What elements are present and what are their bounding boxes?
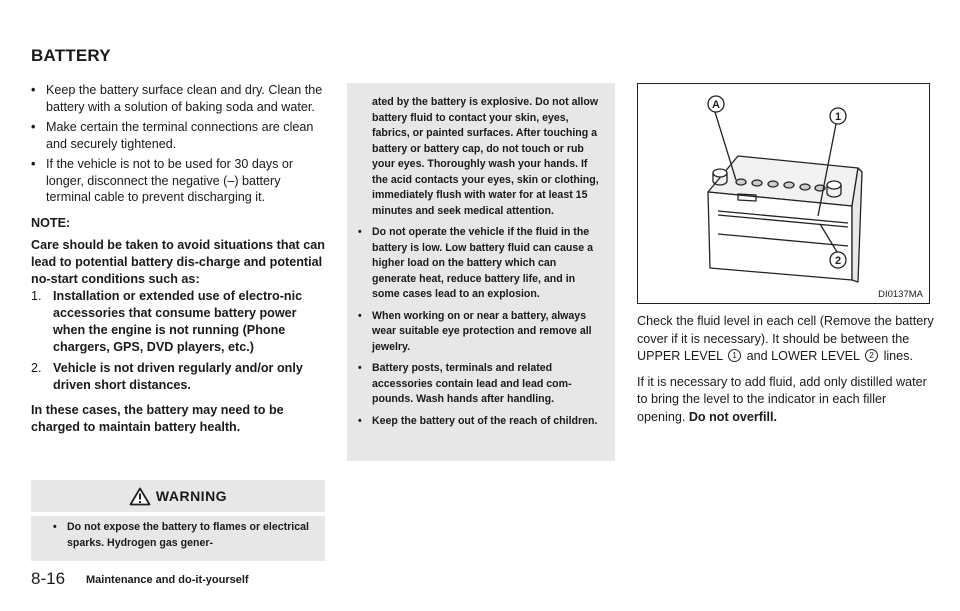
item-text: Installation or extended use of electro-nic accessories that consume battery power when the engine is not running (Phone chargers, GPS, DVD players, etc.) — [53, 288, 303, 354]
warning-header — [31, 480, 325, 512]
callout-2: 2 — [834, 255, 842, 267]
column-left — [31, 82, 325, 436]
section-heading: BATTERY — [31, 46, 111, 65]
warning-continuation: ated by the battery is explosive. Do not allow battery fluid to contact your skin, eyes, fabrics, or painted surfaces. After touching a battery or battery cap, do not touch or rub your eyes. Thoroughly wash your hands. If the acid contacts your eyes, skin or clothing, immediately flush with water for at least 15 minutes and seek medical attention. — [372, 96, 599, 217]
item-text: Vehicle is not driven regularly and/or only driven short distances. — [53, 360, 303, 392]
numbered-item — [31, 360, 325, 394]
list-item: • Make certain the terminal connections are clean and securely tightened. — [31, 119, 325, 153]
item-number: 1. — [31, 288, 42, 303]
warning-item: • Keep the battery out of the reach of children. — [358, 414, 603, 430]
warning-item: • Battery posts, terminals and related accessories contain lead and lead com-pounds. Wash hands after handling. — [358, 361, 603, 408]
figure-code: DI0137MA — [878, 289, 923, 300]
note-label: NOTE: — [31, 216, 71, 231]
paragraph — [637, 313, 935, 366]
callout-ref-2: 2 — [865, 349, 878, 362]
text-run: Check the fluid level in each cell (Remove the battery cover if it is necessary). It should be between the UPPER LEVEL — [637, 314, 934, 363]
page-number: 8-16 — [31, 569, 66, 588]
text-run: lines. — [883, 349, 913, 363]
emphasis-text: Do not overfill. — [688, 409, 777, 424]
callout-ref-1: 1 — [728, 349, 741, 362]
list-item: • If the vehicle is not to be used for 30 days or longer, disconnect the negative (–) battery terminal cable to prevent discharging it. — [31, 156, 325, 207]
warning-item: • Do not expose the battery to flames or electrical sparks. Hydrogen gas gener- — [53, 520, 313, 551]
warning-box-part1 — [31, 516, 325, 561]
column-right — [637, 313, 935, 426]
footer-title: Maintenance and do-it-yourself — [86, 574, 249, 586]
list-item: • Keep the battery surface clean and dry. Clean the battery with a solution of baking soda and water. — [31, 82, 325, 116]
battery-figure — [637, 83, 930, 304]
item-number: 2. — [31, 360, 42, 375]
closing-text: In these cases, the battery may need to be charged to maintain battery health. — [31, 403, 284, 435]
callout-a: A — [712, 99, 720, 111]
warning-item: • When working on or near a battery, always wear suitable eye protection and remove all jewelry. — [358, 309, 603, 356]
warning-title: WARNING — [155, 488, 228, 504]
numbered-item — [31, 288, 325, 356]
warning-box-part2 — [347, 83, 615, 461]
warning-triangle-icon — [129, 487, 151, 506]
text-run: and LOWER LEVEL — [746, 349, 860, 363]
text-run: If it is necessary to add fluid, add only distilled water to bring the level to the indicator in each filler opening. — [637, 374, 927, 424]
warning-item: • Do not operate the vehicle if the fluid in the battery is low. Low battery fluid can cause a higher load on the battery which can generate heat, reduce battery life, and in some cases lead to an explosion. — [358, 225, 603, 303]
callout-1: 1 — [834, 111, 842, 123]
note-text: Care should be taken to avoid situations that can lead to potential battery dis-charge and potential no-start conditions such as: — [31, 238, 325, 287]
battery-illustration — [638, 84, 929, 303]
paragraph — [637, 374, 935, 427]
